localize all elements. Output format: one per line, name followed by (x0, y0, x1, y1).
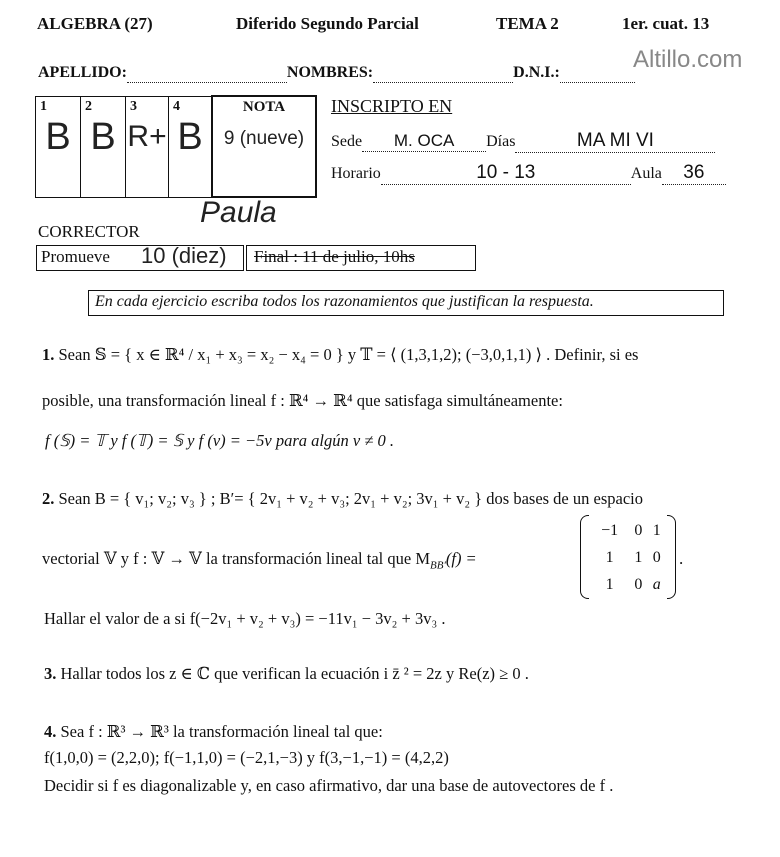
exercise-3-text-1: Hallar todos los z ∈ ℂ que verifican la ecuación i z̄ ² = 2z y Re(z) ≥ 0 . (60, 664, 529, 683)
grade-col-1: 1 (40, 98, 47, 114)
exercise-2-text-3: Hallar el valor de a si f(−2v₁ + v₂ + v₃) = −11v₁ − 3v₂ + 3v₃ . (44, 609, 446, 628)
exercise-2-text-2: vectorial 𝕍 y f : 𝕍 → 𝕍 la transformación lineal tal que M (42, 549, 430, 568)
exercise-1-text-1: Sean 𝕊 = { x ∈ ℝ⁴ / x₁ + x₃ = x₂ − x₄ = 0 } y 𝕋 = ⟨ (1,3,1,2); (−3,0,1,1) ⟩ . Definir, si es (58, 345, 639, 364)
exercise-4-number: 4. (44, 722, 57, 741)
exercise-2-text-2-end: (f) = (445, 549, 477, 568)
matrix-cell: 1 (652, 521, 661, 539)
inscripto-title: INSCRIPTO EN (331, 96, 453, 116)
tema-label: TEMA 2 (496, 14, 559, 33)
student-line (38, 64, 635, 83)
matrix-cell: 0 (634, 521, 643, 539)
grade-mark-1: B (45, 115, 71, 158)
final-text: Final : 11 de julio, 10hs (254, 247, 415, 266)
exercise-2-matrix (580, 515, 676, 599)
grade-cell-2 (81, 96, 126, 197)
exam-title: Diferido Segundo Parcial (236, 14, 419, 33)
nota-label: NOTA (242, 99, 286, 115)
exercise-2-line-1 (42, 489, 643, 509)
promueve-label: Promueve (41, 247, 110, 266)
aula-value: 36 (662, 162, 726, 185)
nombres-field (373, 64, 513, 83)
exercise-4-line-1 (44, 722, 383, 742)
exercise-2-number: 2. (42, 489, 55, 508)
corrector-label: CORRECTOR (38, 222, 140, 241)
nota-cell (212, 96, 316, 197)
matrix-cell: 1 (605, 548, 614, 566)
grade-col-3: 3 (130, 98, 137, 114)
corrector-signature: Paula (200, 196, 277, 229)
exercise-2-line-2 (42, 549, 477, 571)
dni-label: D.N.I.: (513, 64, 560, 81)
matrix-period: . (679, 549, 684, 568)
promueve-value: 10 (diez) (141, 243, 227, 268)
instruction-text: En cada ejercicio escriba todos los razonamientos que justifican la respuesta. (95, 293, 594, 310)
matrix-cell: 1 (605, 575, 614, 593)
grade-cell-3 (126, 96, 169, 197)
grade-cell-1 (36, 96, 81, 197)
dias-label: Días (486, 133, 516, 150)
dni-field (560, 64, 635, 83)
horario-label: Horario (331, 165, 381, 182)
matrix-cell: 0 (652, 548, 661, 566)
final-box (246, 245, 476, 271)
nota-value: 9 (nueve) (223, 128, 305, 149)
grade-mark-3: R+ (127, 119, 167, 153)
grade-mark-2: B (90, 115, 116, 158)
exercise-3-number: 3. (44, 664, 57, 683)
exercise-4-text-1: Sea f : ℝ³ → ℝ³ la transformación lineal tal que: (60, 722, 383, 741)
instruction-box (88, 290, 724, 316)
matrix-body (590, 517, 666, 598)
matrix-cell: 1 (634, 548, 643, 566)
matrix-left-bracket (580, 515, 589, 599)
grade-table (35, 95, 317, 198)
exercise-1-number: 1. (42, 345, 55, 364)
exercise-3-line-1 (44, 664, 529, 684)
matrix-cell: −1 (601, 521, 619, 539)
exercise-1-line-1 (42, 345, 638, 365)
exercise-1-text-2: posible, una transformación lineal f : ℝ⁴ → ℝ⁴ que satisfaga simultáneamente: (42, 391, 563, 410)
grade-cell-4 (169, 96, 213, 197)
apellido-field (127, 64, 287, 83)
apellido-label: APELLIDO: (38, 64, 127, 81)
nombres-label: NOMBRES: (286, 64, 374, 81)
matrix-cell: a (652, 575, 661, 593)
matrix-cell: 0 (634, 575, 643, 593)
sede-label: Sede (331, 133, 363, 150)
matrix-right-bracket (667, 515, 676, 599)
promueve-box (36, 245, 244, 271)
grade-mark-4: B (177, 115, 203, 158)
sede-line (331, 130, 715, 153)
course-title: ALGEBRA (27) (37, 14, 153, 33)
sede-value: M. OCA (362, 131, 486, 152)
horario-value: 10 - 13 (381, 162, 631, 185)
exercise-4-text-2: f(1,0,0) = (2,2,0); f(−1,1,0) = (−2,1,−3) y f(3,−1,−1) = (4,2,2) (44, 748, 449, 767)
term-label: 1er. cuat. 13 (622, 14, 710, 33)
watermark: Altillo.com (633, 46, 743, 73)
exercise-2-text-1: Sean B = { v₁; v₂; v₃ } ; B′= { 2v₁ + v₂ + v₃; 2v₁ + v₂; 3v₁ + v₂ } dos bases de un espacio (58, 489, 643, 508)
horario-line (331, 162, 726, 185)
aula-label: Aula (630, 165, 662, 182)
exercise-4-text-3: Decidir si f es diagonalizable y, en caso afirmativo, dar una base de autovectores de f . (44, 776, 614, 795)
exercise-1-text-3: f (𝕊) = 𝕋 y f (𝕋) = 𝕊 y f (v) = −5v para algún v ≠ 0 . (45, 431, 394, 450)
dias-value: MA MI VI (515, 130, 715, 153)
exercise-2-matrix-subscript: BB′ (430, 559, 446, 572)
grade-col-4: 4 (173, 98, 180, 114)
grade-col-2: 2 (85, 98, 92, 114)
